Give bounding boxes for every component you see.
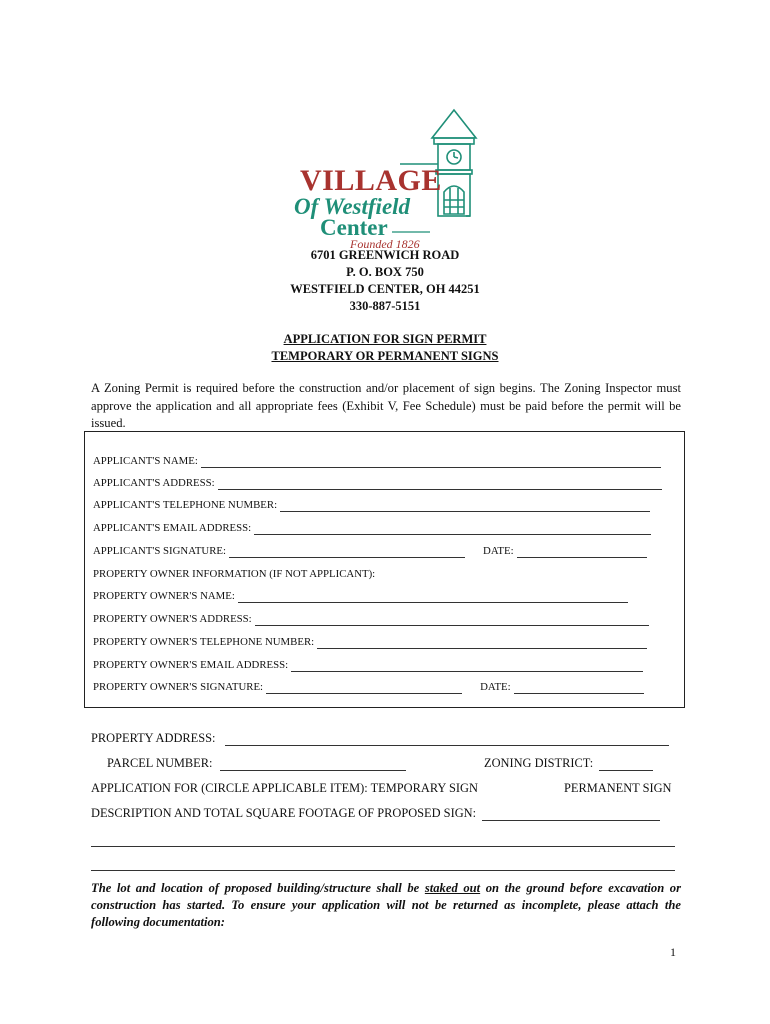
owner-info-heading bbox=[93, 567, 375, 581]
page-title bbox=[0, 331, 770, 365]
owner-address-row bbox=[93, 612, 649, 626]
address-box: P. O. BOX 750 bbox=[346, 265, 424, 279]
sign-description-row bbox=[91, 806, 660, 821]
owner-phone-label: PROPERTY OWNER'S TELEPHONE NUMBER: bbox=[93, 636, 315, 648]
owner-address-field[interactable] bbox=[255, 615, 649, 626]
owner-phone-field[interactable] bbox=[317, 638, 647, 649]
applicant-address-label: APPLICANT'S ADDRESS: bbox=[93, 477, 215, 489]
owner-name-field[interactable] bbox=[238, 592, 628, 603]
sign-description-line-2[interactable] bbox=[91, 846, 675, 847]
village-logo bbox=[290, 108, 480, 250]
property-address-label: PROPERTY ADDRESS: bbox=[91, 731, 216, 745]
applicant-signature-row bbox=[93, 544, 647, 558]
owner-email-field[interactable] bbox=[291, 661, 643, 672]
permanent-sign-option bbox=[564, 781, 672, 796]
owner-email-row bbox=[93, 658, 643, 672]
application-for-row bbox=[91, 781, 478, 796]
applicant-email-label: APPLICANT'S EMAIL ADDRESS: bbox=[93, 522, 252, 534]
applicant-address-field[interactable] bbox=[218, 479, 662, 490]
owner-signature-row bbox=[93, 680, 644, 694]
staking-notice bbox=[91, 880, 681, 931]
applicant-date-label: DATE: bbox=[483, 545, 514, 557]
zoning-district-label: ZONING DISTRICT: bbox=[484, 756, 594, 770]
applicant-name-label: APPLICANT'S NAME: bbox=[93, 455, 198, 467]
logo-line1: VILLAGE bbox=[300, 164, 442, 197]
property-address-row bbox=[91, 731, 669, 746]
applicant-address-row bbox=[93, 476, 662, 490]
address-city: WESTFIELD CENTER, OH 44251 bbox=[290, 282, 480, 296]
applicant-phone-label: APPLICANT'S TELEPHONE NUMBER: bbox=[93, 499, 278, 511]
applicant-phone-row bbox=[93, 498, 650, 512]
address-phone: 330-887-5151 bbox=[349, 299, 421, 313]
property-address-field[interactable] bbox=[225, 735, 669, 746]
page-number: 1 bbox=[670, 945, 676, 959]
applicant-phone-field[interactable] bbox=[280, 501, 650, 512]
title-line2: TEMPORARY OR PERMANENT SIGNS bbox=[271, 349, 499, 363]
parcel-number-label: PARCEL NUMBER: bbox=[107, 756, 213, 770]
owner-date-label: DATE: bbox=[480, 681, 511, 693]
zoning-district-field[interactable] bbox=[599, 760, 653, 771]
logo-line2: Of Westfield bbox=[294, 194, 411, 219]
owner-name-row bbox=[93, 589, 628, 603]
owner-phone-row bbox=[93, 635, 647, 649]
parcel-number-field[interactable] bbox=[220, 760, 406, 771]
owner-name-label: PROPERTY OWNER'S NAME: bbox=[93, 590, 235, 602]
owner-signature-label: PROPERTY OWNER'S SIGNATURE: bbox=[93, 681, 264, 693]
owner-info-label: PROPERTY OWNER INFORMATION (IF NOT APPLICANT): bbox=[93, 568, 376, 580]
sign-description-field[interactable] bbox=[482, 810, 660, 821]
owner-signature-field[interactable] bbox=[266, 683, 462, 694]
application-for-label[interactable]: APPLICATION FOR (CIRCLE APPLICABLE ITEM): TEMPORARY SIGN bbox=[91, 781, 478, 795]
applicant-email-row bbox=[93, 521, 651, 535]
sign-description-label: DESCRIPTION AND TOTAL SQUARE FOOTAGE OF PROPOSED SIGN: bbox=[91, 806, 477, 820]
applicant-date-field[interactable] bbox=[517, 547, 647, 558]
owner-date-field[interactable] bbox=[514, 683, 644, 694]
logo-line3: Center bbox=[320, 215, 388, 240]
notice-text-1: The lot and location of proposed building/structure shall be bbox=[91, 881, 425, 895]
applicant-name-field[interactable] bbox=[201, 457, 661, 468]
owner-address-label: PROPERTY OWNER'S ADDRESS: bbox=[93, 613, 252, 625]
applicant-name-row bbox=[93, 454, 661, 468]
notice-underlined: staked out bbox=[424, 881, 481, 895]
logo-founded: Founded 1826 bbox=[350, 237, 420, 250]
applicant-signature-field[interactable] bbox=[229, 547, 465, 558]
owner-email-label: PROPERTY OWNER'S EMAIL ADDRESS: bbox=[93, 659, 289, 671]
applicant-signature-label: APPLICANT'S SIGNATURE: bbox=[93, 545, 227, 557]
address-street: 6701 GREENWICH ROAD bbox=[310, 248, 460, 262]
office-address bbox=[0, 247, 770, 315]
sign-description-line-3[interactable] bbox=[91, 870, 675, 871]
intro-paragraph: A Zoning Permit is required before the construction and/or placement of sign begins. The Zoning Inspector must approve the application and all appropriate fees (Exhibit V, Fee Schedule) must be paid before the permit will be issued. bbox=[91, 381, 681, 430]
notice-text-2: on the ground before excavation or construction has started. To ensure your application will not be returned as incomplete, please attach the following documentation: bbox=[91, 881, 682, 929]
parcel-number-row bbox=[107, 756, 406, 771]
applicant-email-field[interactable] bbox=[254, 524, 651, 535]
zoning-district-row bbox=[484, 756, 653, 771]
clock-tower-icon bbox=[400, 110, 476, 216]
permanent-sign-label[interactable]: PERMANENT SIGN bbox=[564, 781, 672, 795]
title-line1: APPLICATION FOR SIGN PERMIT bbox=[283, 332, 487, 346]
